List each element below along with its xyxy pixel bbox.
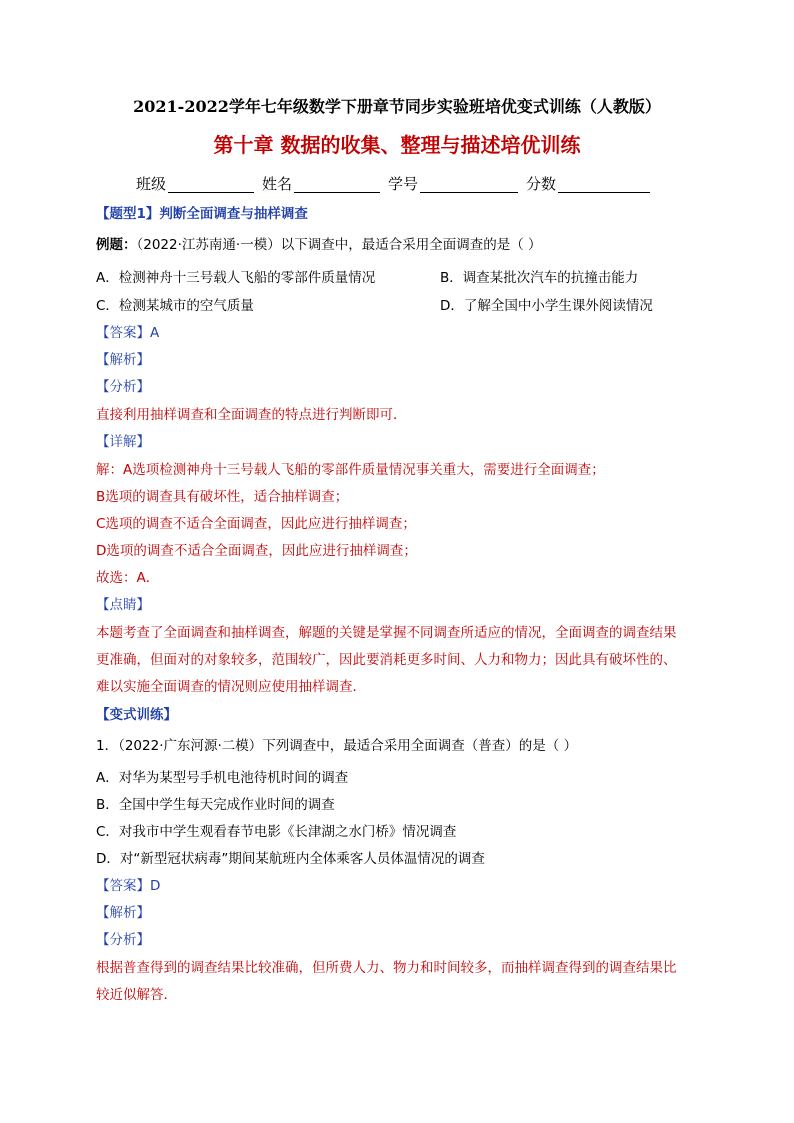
variant-answer-label: 【答案】D <box>96 878 161 894</box>
example-label: 例题： <box>96 237 137 253</box>
option-c: C．检测某城市的空气质量 <box>96 298 254 314</box>
student-info-row <box>136 172 658 196</box>
dianjing-label: 【点睛】 <box>96 597 150 613</box>
xiangjie-line: D选项的调查不适合全面调查，因此应进行抽样调查； <box>96 543 417 559</box>
options-row-2 <box>96 296 716 316</box>
xiangjie-line: 故选：A． <box>96 570 160 586</box>
name-blank <box>294 191 380 193</box>
variant-jiexi-label: 【解析】 <box>96 905 150 921</box>
variant-fenxi-label: 【分析】 <box>96 932 150 948</box>
jiexi-label: 【解析】 <box>96 352 150 368</box>
option-b: B．调查某批次汽车的抗撞击能力 <box>440 270 639 286</box>
document-title: 2021-2022学年七年级数学下册章节同步实验班培优变式训练（人教版） <box>133 97 661 116</box>
name-label: 姓名 <box>262 175 293 193</box>
student-id-blank <box>420 191 518 193</box>
variant-option-a: A．对华为某型号手机电池待机时间的调查 <box>96 770 349 786</box>
class-label: 班级 <box>136 175 167 193</box>
dianjing-line: 难以实施全面调查的情况则应使用抽样调查． <box>96 679 366 695</box>
name-field <box>262 172 380 196</box>
variant-heading: 【变式训练】 <box>96 707 177 723</box>
class-field <box>136 172 254 196</box>
score-field <box>526 172 650 196</box>
options-row-1 <box>96 268 716 288</box>
class-blank <box>168 191 254 193</box>
fenxi-label: 【分析】 <box>96 379 150 395</box>
score-label: 分数 <box>526 175 557 193</box>
dianjing-line: 本题考查了全面调查和抽样调查，解题的关键是掌握不同调查所适应的情况，全面调查的调查结果 <box>96 625 677 641</box>
variant-option-d: D．对“新型冠状病毒”期间某航班内全体乘客人员体温情况的调查 <box>96 851 485 867</box>
variant-option-b: B．全国中学生每天完成作业时间的调查 <box>96 797 335 813</box>
xiangjie-line: 解：A选项检测神舟十三号载人飞船的零部件质量情况事关重大，需要进行全面调查； <box>96 462 605 478</box>
xiangjie-line: C选项的调查不适合全面调查，因此应进行抽样调查； <box>96 516 416 532</box>
student-id-field <box>388 172 518 196</box>
student-id-label: 学号 <box>388 175 419 193</box>
xiangjie-line: B选项的调查具有破坏性，适合抽样调查； <box>96 489 349 505</box>
variant-option-c: C．对我市中学生观看春节电影《长津湖之水门桥》情况调查 <box>96 824 457 840</box>
variant-question-1: 1．（2022·广东河源·二模）下列调查中，最适合采用全面调查（普查）的是（ ） <box>96 738 578 754</box>
score-blank <box>558 191 650 193</box>
fenxi-text: 直接利用抽样调查和全面调查的特点进行判断即可． <box>96 407 407 423</box>
dianjing-line: 更准确，但面对的对象较多，范围较广，因此要消耗更多时间、人力和物力；因此具有破坏性的、 <box>96 652 677 668</box>
option-a: A．检测神舟十三号载人飞船的零部件质量情况 <box>96 270 376 286</box>
chapter-title: 第十章 数据的收集、整理与描述培优训练 <box>213 133 581 157</box>
answer-label: 【答案】A <box>96 325 160 341</box>
variant-fenxi-line: 根据普查得到的调查结果比较准确，但所费人力、物力和时间较多，而抽样调查得到的调查结果比 <box>96 960 677 976</box>
example-question <box>96 235 541 255</box>
option-d: D．了解全国中小学生课外阅读情况 <box>440 298 653 314</box>
section-heading: 【题型1】判断全面调查与抽样调查 <box>96 206 308 222</box>
example-question-text: （2022·江苏南通·一模）以下调查中，最适合采用全面调查的是（ ） <box>136 237 542 253</box>
xiangjie-label: 【详解】 <box>96 434 150 450</box>
variant-fenxi-line: 较近似解答． <box>96 987 177 1003</box>
